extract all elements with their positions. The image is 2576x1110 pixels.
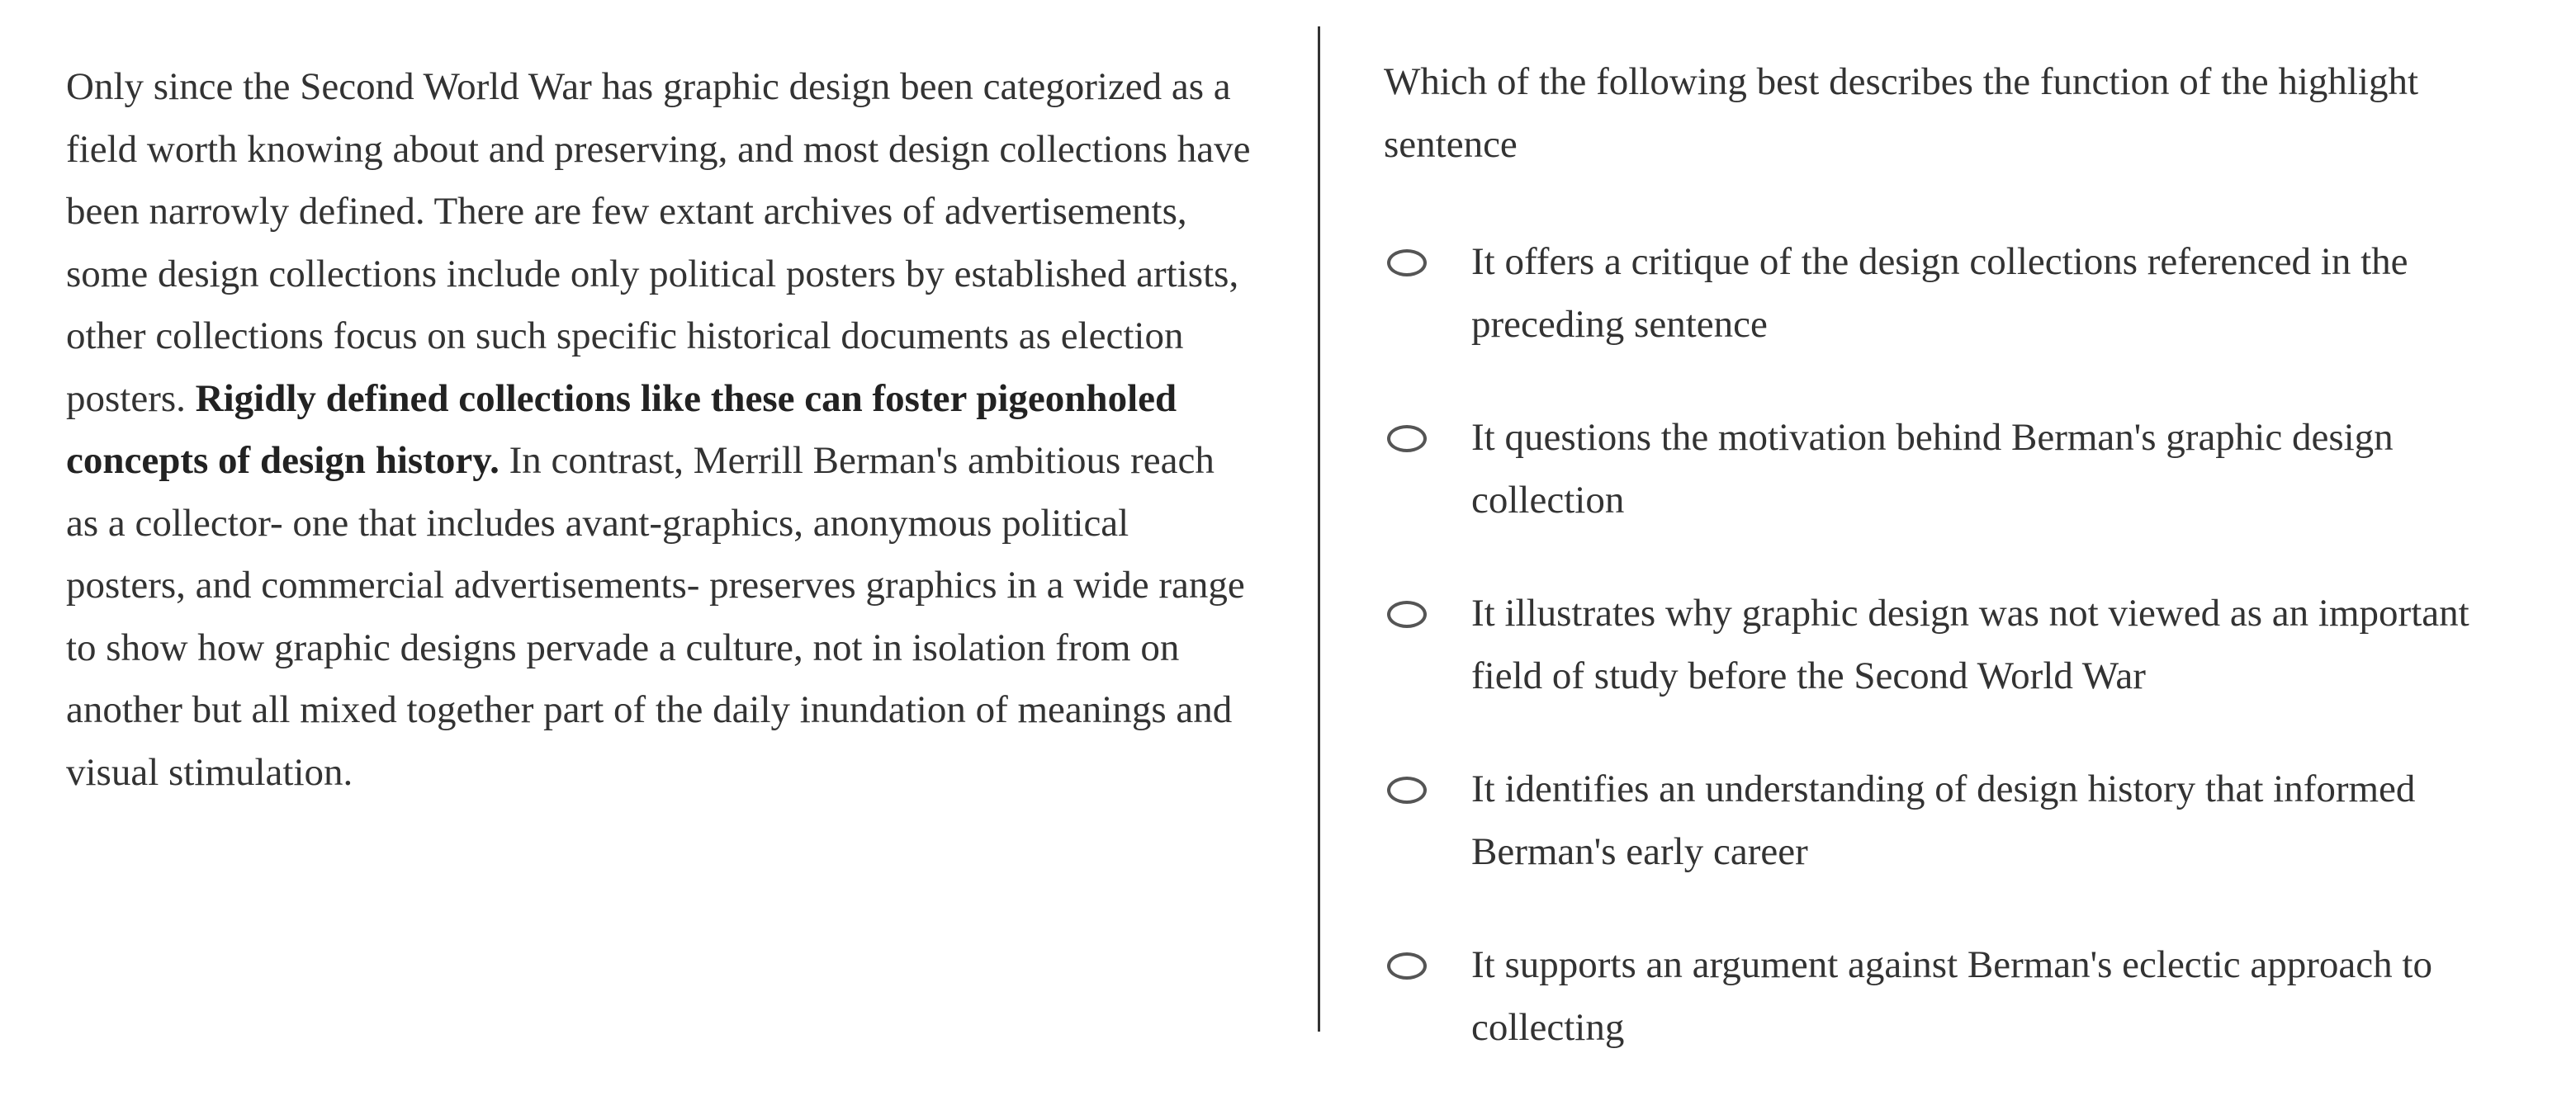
answer-option-label: It questions the motivation behind Berman's graphic design collection — [1471, 416, 2394, 522]
answer-option-d[interactable] — [1384, 758, 2540, 883]
answer-option-label: It offers a critique of the design collections referenced in the preceding sentence — [1471, 240, 2408, 346]
reading-passage — [66, 56, 1255, 804]
passage-text-before: Only since the Second World War has graphic design been categorized as a field worth knowing about and preserving, and most design collections have been narrowly defined. There are few extant archives of advertisements, some design collections include only political posters by established artists, other collections focus on such specific historical documents as election posters. — [66, 65, 1251, 420]
answer-option-a[interactable] — [1384, 231, 2540, 356]
answer-option-label: It identifies an understanding of design history that informed Berman's early career — [1471, 768, 2416, 873]
answer-option-c[interactable] — [1384, 583, 2540, 707]
radio-button-icon[interactable] — [1387, 601, 1427, 628]
highlighted-sentence: Rigidly defined collections like these can foster pigeonholed concepts of design history. — [66, 376, 1177, 482]
panel-divider — [1318, 26, 1320, 1032]
radio-button-icon[interactable] — [1387, 952, 1427, 980]
radio-button-icon[interactable] — [1387, 425, 1427, 452]
answer-option-e[interactable] — [1384, 934, 2540, 1059]
answer-option-b[interactable] — [1384, 407, 2540, 531]
radio-button-icon[interactable] — [1387, 249, 1427, 276]
question-prompt: Which of the following best describes the function of the highlight sentence — [1384, 60, 2419, 166]
radio-button-icon[interactable] — [1387, 777, 1427, 804]
answer-options — [1384, 231, 2540, 1110]
answer-option-label: It illustrates why graphic design was not viewed as an important field of study before the Second World War — [1471, 592, 2469, 697]
passage-text-after: In contrast, Merrill Berman's ambitious reach as a collector- one that includes avant-graphics, anonymous political posters, and commercial advertisements- preserves graphics in a wide range to show how graphic designs pervade a culture, not in isolation from on another but all mixed together part of the daily inundation of meanings and visual stimulation. — [66, 439, 1245, 794]
answer-option-label: It supports an argument against Berman's eclectic approach to collecting — [1471, 943, 2432, 1049]
